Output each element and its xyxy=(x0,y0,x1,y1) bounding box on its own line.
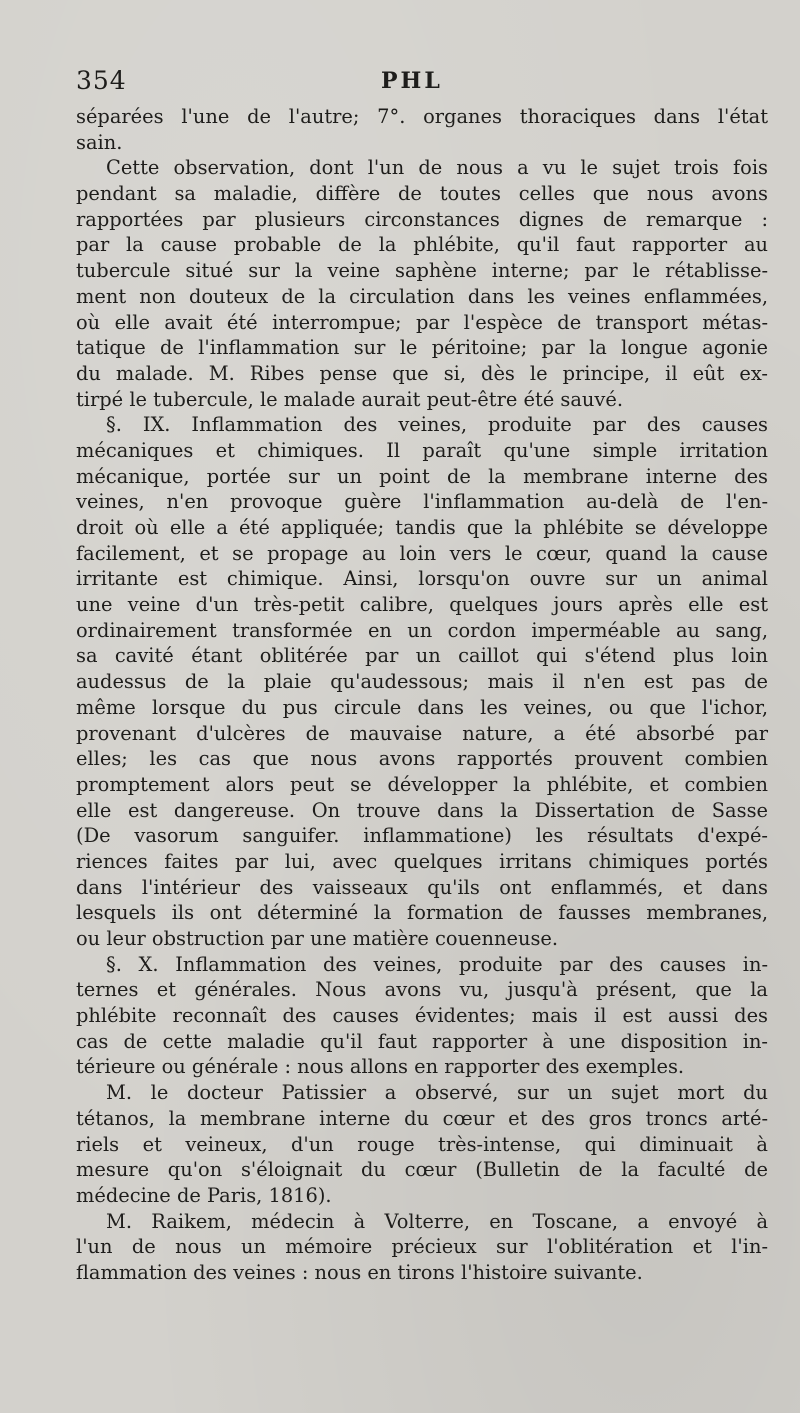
text-line: irritante est chimique. Ainsi, lorsqu'on ouvre sur un animal xyxy=(76,567,768,591)
text-line: sa cavité étant oblitérée par un caillot qui s'étend plus loin xyxy=(76,644,768,668)
text-line: ordinairement transformée en un cordon imperméable au sang, xyxy=(76,618,768,642)
text-line: par la cause probable de la phlébite, qu'il faut rapporter au xyxy=(76,233,768,257)
text-line: dans l'intérieur des vaisseaux qu'ils ont enflammés, et dans xyxy=(76,875,768,899)
text-line: tatique de l'inflammation sur le péritoine; par la longue agonie xyxy=(76,336,768,360)
text-line: elle est dangereuse. On trouve dans la Dissertation de Sasse xyxy=(76,798,768,822)
text-line: audessus de la plaie qu'audessous; mais il n'en est pas de xyxy=(76,670,768,694)
text-line: une veine d'un très-petit calibre, quelques jours après elle est xyxy=(76,593,768,617)
text-line: où elle avait été interrompue; par l'espèce de transport métas- xyxy=(76,310,768,334)
text-line: riences faites par lui, avec quelques irritans chimiques portés xyxy=(76,849,768,873)
text-line: rapportées par plusieurs circonstances dignes de remarque : xyxy=(76,207,768,231)
text-line: térieure ou générale : nous allons en rapporter des exemples. xyxy=(76,1055,685,1079)
text-line: lesquels ils ont déterminé la formation de fausses membranes, xyxy=(76,901,768,925)
text-line: tétanos, la membrane interne du cœur et des gros troncs arté- xyxy=(76,1106,768,1130)
text-line: ternes et générales. Nous avons vu, jusqu'à présent, que la xyxy=(76,978,768,1002)
page-number: 354 xyxy=(76,66,127,95)
text-line: du malade. M. Ribes pense que si, dès le principe, il eût ex- xyxy=(76,361,768,385)
section-heading-line: §. X. Inflammation des veines, produite par des causes in- xyxy=(106,952,768,976)
text-line: Cette observation, dont l'un de nous a vu le sujet trois fois xyxy=(106,156,768,180)
section-heading-line: §. IX. Inflammation des veines, produite par des causes xyxy=(106,413,768,437)
text-line: M. Raikem, médecin à Volterre, en Toscane, a envoyé à xyxy=(106,1209,768,1233)
text-line: séparées l'une de l'autre; 7°. organes thoraciques dans l'état xyxy=(76,105,768,128)
running-head: PHL xyxy=(381,68,443,94)
text-line: riels et veineux, d'un rouge très-intense, qui diminuait à xyxy=(76,1132,768,1156)
text-line: elles; les cas que nous avons rapportés prouvent combien xyxy=(76,747,768,771)
text-line: tirpé le tubercule, le malade aurait peut-être été sauvé. xyxy=(76,387,623,411)
text-line: ou leur obstruction par une matière couenneuse. xyxy=(76,927,559,950)
text-line: médecine de Paris, 1816). xyxy=(76,1183,332,1207)
text-line: pendant sa maladie, diffère de toutes celles que nous avons xyxy=(76,182,768,206)
body-text xyxy=(76,104,768,1286)
text-line: mesure qu'on s'éloignait du cœur (Bulletin de la faculté de xyxy=(76,1158,768,1182)
text-line: l'un de nous un mémoire précieux sur l'oblitération et l'in- xyxy=(76,1235,768,1259)
text-line: cas de cette maladie qu'il faut rapporter à une disposition in- xyxy=(76,1029,768,1053)
text-line: ment non douteux de la circulation dans les veines enflammées, xyxy=(76,284,768,308)
text-line: (De vasorum sanguifer. inflammatione) les résultats d'expé- xyxy=(76,824,768,848)
text-line: promptement alors peut se développer la phlébite, et combien xyxy=(76,772,768,796)
page-header xyxy=(76,66,746,96)
text-line: phlébite reconnaît des causes évidentes; mais il est aussi des xyxy=(76,1004,768,1028)
text-line: tubercule situé sur la veine saphène interne; par le rétablisse- xyxy=(76,259,768,283)
text-line: facilement, et se propage au loin vers le cœur, quand la cause xyxy=(76,541,768,565)
text-line: mécaniques et chimiques. Il paraît qu'une simple irritation xyxy=(76,438,768,462)
text-line: veines, n'en provoque guère l'inflammation au-delà de l'en- xyxy=(76,490,768,514)
text-line: provenant d'ulcères de mauvaise nature, a été absorbé par xyxy=(76,721,768,745)
text-line: droit où elle a été appliquée; tandis que la phlébite se développe xyxy=(76,516,768,539)
text-line: M. le docteur Patissier a observé, sur un sujet mort du xyxy=(106,1081,768,1105)
text-line: même lorsque du pus circule dans les veines, ou que l'ichor, xyxy=(76,695,768,719)
text-line: mécanique, portée sur un point de la membrane interne des xyxy=(76,464,768,488)
text-line: flammation des veines : nous en tirons l'histoire suivante. xyxy=(76,1260,643,1284)
text-line: sain. xyxy=(76,130,123,154)
